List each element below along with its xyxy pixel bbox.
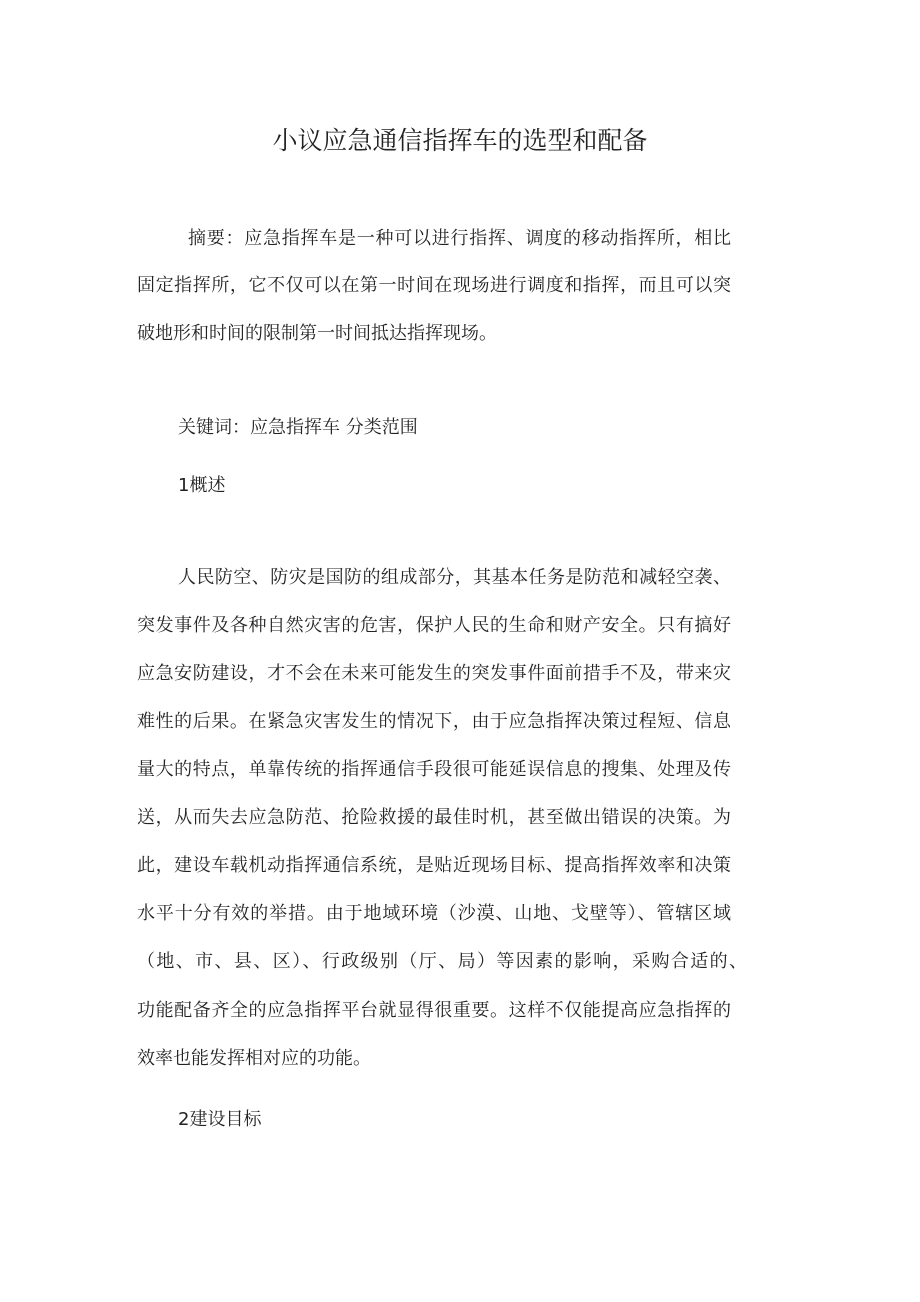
- body-line: 难性的后果。在紧急灾害发生的情况下，由于应急指挥决策过程短、信息: [137, 711, 731, 732]
- keywords: 关键词：应急指挥车 分类范围: [178, 417, 418, 438]
- body-line: 量大的特点，单靠传统的指挥通信手段很可能延误信息的搜集、处理及传: [137, 759, 731, 780]
- abstract-line: 固定指挥所，它不仅可以在第一时间在现场进行调度和指挥，而且可以突: [137, 275, 731, 296]
- section-heading: 1概述: [178, 475, 226, 496]
- body-line: 功能配备齐全的应急指挥平台就显得很重要。这样不仅能提高应急指挥的: [137, 1000, 731, 1021]
- body-line: 效率也能发挥相对应的功能。: [137, 1048, 371, 1069]
- body-line: 送，从而失去应急防范、抢险救援的最佳时机，甚至做出错误的决策。为: [137, 807, 731, 828]
- body-line: 应急安防建设，才不会在未来可能发生的突发事件面前措手不及，带来灾: [137, 663, 731, 684]
- body-line: （地、市、县、区）、行政级别（厅、局）等因素的影响，采购合适的、: [137, 951, 747, 972]
- section-heading: 2建设目标: [178, 1109, 262, 1130]
- abstract-line: 摘要：应急指挥车是一种可以进行指挥、调度的移动指挥所，相比: [188, 228, 731, 249]
- document-title: 小议应急通信指挥车的选型和配备: [272, 126, 648, 155]
- abstract-line: 破地形和时间的限制第一时间抵达指挥现场。: [137, 323, 497, 344]
- body-line: 人民防空、防灾是国防的组成部分，其基本任务是防范和减轻空袭、: [178, 567, 731, 588]
- body-line: 此，建设车载机动指挥通信系统，是贴近现场目标、提高指挥效率和决策: [137, 855, 731, 876]
- body-line: 突发事件及各种自然灾害的危害，保护人民的生命和财产安全。只有搞好: [137, 615, 731, 636]
- body-line: 水平十分有效的举措。由于地域环境（沙漠、山地、戈壁等）、管辖区域: [137, 903, 731, 924]
